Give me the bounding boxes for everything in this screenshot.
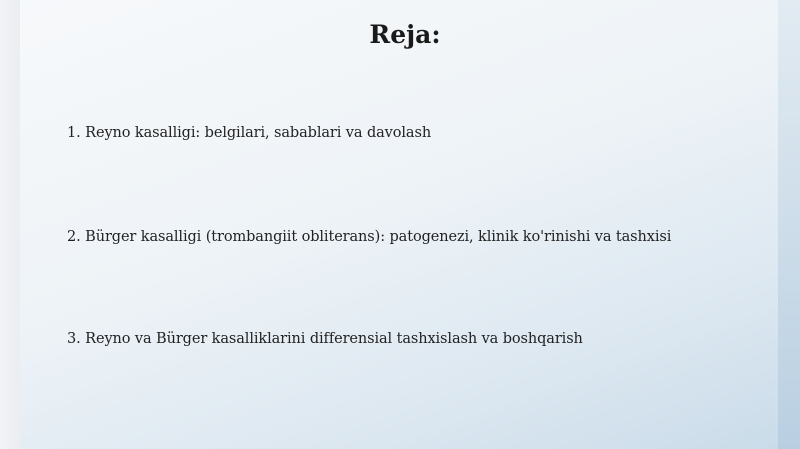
plan-item-3: 3. Reyno va Bürger kasalliklarini differensial tashxislash va boshqarish (67, 331, 583, 347)
slide-right-edge (778, 0, 800, 449)
slide-left-edge (0, 0, 20, 449)
plan-item-2: 2. Bürger kasalligi (trombangiit obliterans): patogenezi, klinik ko'rinishi va tashxisi (67, 229, 672, 245)
plan-item-1: 1. Reyno kasalligi: belgilari, sabablari va davolash (67, 125, 432, 141)
slide-title: Reja: (369, 20, 441, 49)
